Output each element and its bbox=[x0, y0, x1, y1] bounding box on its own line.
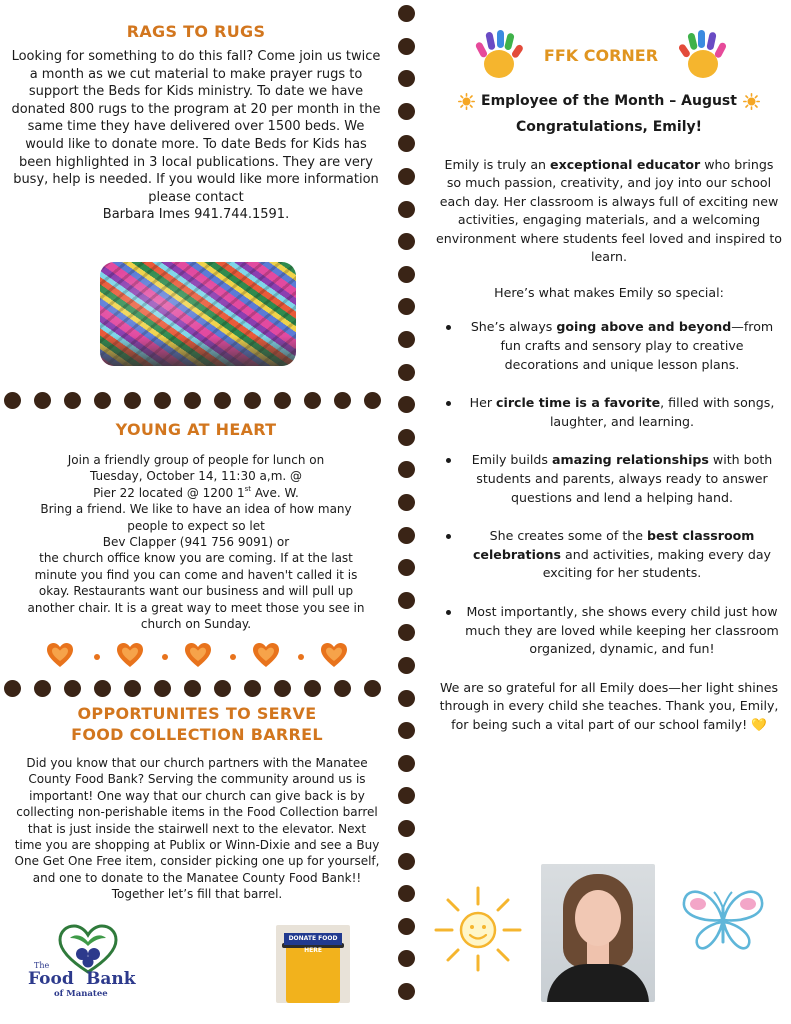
divider-dot bbox=[184, 680, 201, 697]
divider-dot bbox=[398, 429, 415, 446]
sun-icon bbox=[458, 93, 475, 110]
divider-dot bbox=[94, 680, 111, 697]
divider-dot bbox=[398, 298, 415, 315]
divider-dot bbox=[124, 392, 141, 409]
heart-icon bbox=[46, 642, 74, 668]
divider-dot bbox=[398, 201, 415, 218]
divider-dot bbox=[398, 690, 415, 707]
heart-icon bbox=[116, 642, 144, 668]
special-lead: Here’s what makes Emily so special: bbox=[494, 285, 724, 301]
divider-dot bbox=[398, 722, 415, 739]
divider-dot bbox=[364, 680, 381, 697]
logo-food: Food bbox=[28, 969, 74, 989]
divider-dot bbox=[304, 392, 321, 409]
yellow-heart-icon: 💛 bbox=[751, 716, 767, 732]
divider-dot bbox=[34, 392, 51, 409]
separator-dot bbox=[230, 654, 236, 660]
divider-dot bbox=[4, 680, 21, 697]
rags-to-rugs-contact: Barbara Imes 941.744.1591. bbox=[102, 207, 290, 223]
divider-dot bbox=[398, 755, 415, 772]
divider-dot bbox=[4, 392, 21, 409]
logo-of-manatee: of Manatee bbox=[54, 989, 108, 999]
logo-the: The bbox=[34, 961, 50, 970]
rags-to-rugs-section bbox=[10, 22, 382, 224]
list-item: Emily builds amazing relationships with both students and parents, always ready to answer questions and lend a helping hand. bbox=[436, 451, 782, 507]
heart-divider bbox=[46, 642, 358, 670]
food-collection-barrel-photo bbox=[276, 925, 350, 1003]
rags-to-rugs-title: RAGS TO RUGS bbox=[126, 22, 266, 41]
divider-dot bbox=[274, 680, 291, 697]
food-barrel-title: FOOD COLLECTION BARREL bbox=[71, 725, 323, 744]
divider-dot bbox=[398, 135, 415, 152]
separator-dot bbox=[298, 654, 304, 660]
divider-dot bbox=[398, 266, 415, 283]
separator-dot bbox=[162, 654, 168, 660]
employee-of-month-title: Employee of the Month – August bbox=[481, 93, 737, 109]
divider-dot bbox=[398, 70, 415, 87]
divider-dot bbox=[398, 983, 415, 1000]
divider-dot bbox=[398, 5, 415, 22]
divider-dot bbox=[34, 680, 51, 697]
sun-doodle-icon bbox=[430, 880, 526, 976]
divider-dot bbox=[398, 853, 415, 870]
list-item: She creates some of the best classroom celebrations and activities, making every day exciting for her students. bbox=[436, 527, 782, 583]
young-line-5: Bev Clapper (941 756 9091) or bbox=[102, 535, 290, 550]
barrel-label: DONATE FOOD HERE bbox=[284, 933, 342, 945]
divider-dot bbox=[274, 392, 291, 409]
food-bank-logo bbox=[22, 922, 152, 1002]
divider-dot bbox=[154, 680, 171, 697]
divider-dot bbox=[64, 392, 81, 409]
divider-dot bbox=[398, 592, 415, 609]
heart-icon bbox=[320, 642, 348, 668]
divider-dot bbox=[398, 657, 415, 674]
divider-dot bbox=[244, 680, 261, 697]
opportunities-body: Did you know that our church partners with the Manatee County Food Bank? Serving the community around us is important! One way that our church can give back is by collecting non-perishable items in the Food Collection barrel that is just inside the stairwell next to the elevator. Next time you are shopping at Publix or Winn-Dixie and see a Buy One Get One Free item, consider picking one up for yourself, and one to donate to the Manatee County Food Bank!! Together let’s fill that barrel. bbox=[14, 756, 380, 902]
divider-dot bbox=[398, 559, 415, 576]
ffk-header bbox=[472, 28, 730, 80]
divider-dot bbox=[214, 392, 231, 409]
young-line-2: Tuesday, October 14, 11:30 a,m. @ bbox=[89, 469, 303, 484]
ffk-corner-title: FFK CORNER bbox=[543, 46, 659, 65]
emily-qualities-list bbox=[436, 318, 782, 658]
divider-dot bbox=[154, 392, 171, 409]
divider-dot bbox=[124, 680, 141, 697]
divider-dot bbox=[398, 168, 415, 185]
young-line-1: Join a friendly group of people for lunch on bbox=[67, 453, 325, 467]
prayer-rug-photo bbox=[100, 262, 296, 366]
divider-dot bbox=[398, 918, 415, 935]
list-item: Her circle time is a favorite, filled with songs, laughter, and learning. bbox=[436, 394, 782, 431]
emily-intro: Emily is truly an exceptional educator who brings so much passion, creativity, and joy into our school each day. Her classroom is always full of exciting new activities, engaging materials, and a welcoming environment where students feel loved and inspired to learn. bbox=[436, 157, 782, 265]
divider-dot bbox=[398, 461, 415, 478]
young-line-6: the church office know you are coming. If at the last minute you find you can come and haven't called it is okay. Restaurants want our business and will pull up another chair. It is a great way to meet those you see in church on Sunday. bbox=[27, 551, 365, 632]
divider-dot bbox=[398, 885, 415, 902]
divider-dot bbox=[94, 392, 111, 409]
divider-dot bbox=[398, 396, 415, 413]
divider-dot bbox=[398, 38, 415, 55]
closing-thanks: We are so grateful for all Emily does—her light shines through in every child she teaches. Thank you, Emily, for being such a vital part of our school family! 💛 bbox=[439, 679, 779, 732]
divider-dot bbox=[398, 820, 415, 837]
divider-dot bbox=[398, 527, 415, 544]
separator-dot bbox=[94, 654, 100, 660]
divider-dot bbox=[244, 392, 261, 409]
young-line-3: Pier 22 located @ 1200 1st Ave. W. bbox=[93, 484, 299, 500]
heart-icon bbox=[184, 642, 212, 668]
divider-dot bbox=[364, 392, 381, 409]
butterfly-doodle-icon bbox=[678, 880, 768, 960]
divider-dot bbox=[334, 392, 351, 409]
divider-dot bbox=[398, 624, 415, 641]
divider-dot bbox=[398, 233, 415, 250]
heart-icon bbox=[252, 642, 280, 668]
divider-dot bbox=[184, 392, 201, 409]
divider-dot bbox=[304, 680, 321, 697]
ffk-corner-section bbox=[436, 88, 782, 735]
divider-dot bbox=[214, 680, 231, 697]
logo-bank: Bank bbox=[86, 969, 136, 989]
list-item: She’s always going above and beyond—from fun crafts and sensory play to creative decorations and unique lesson plans. bbox=[436, 318, 782, 374]
divider-dot bbox=[398, 787, 415, 804]
congratulations-line: Congratulations, Emily! bbox=[516, 119, 702, 135]
divider-dot bbox=[398, 364, 415, 381]
divider-dot bbox=[398, 494, 415, 511]
divider-dot bbox=[64, 680, 81, 697]
young-line-4: Bring a friend. We like to have an idea of how many people to expect so let bbox=[40, 502, 352, 533]
divider-dot bbox=[334, 680, 351, 697]
young-at-heart-section bbox=[26, 420, 366, 632]
emily-portrait-photo bbox=[541, 864, 655, 1002]
rags-to-rugs-body: Looking for something to do this fall? Come join us twice a month as we cut material to make prayer rugs to support the Beds for Kids ministry. To date we have donated 800 rugs to the program at 20 per month in the same time they have delivered over 1500 beds. We would like to donate more. To date Beds for Kids has been highlighted in 3 local publications. They are very busy, help is needed. If you would like more information please contact bbox=[11, 49, 381, 205]
divider-dot bbox=[398, 950, 415, 967]
divider-dot bbox=[398, 331, 415, 348]
handprint-icon bbox=[676, 28, 730, 80]
opportunities-section bbox=[14, 703, 380, 903]
sun-icon bbox=[743, 93, 760, 110]
opportunities-title: OPPORTUNITES TO SERVE bbox=[77, 704, 317, 723]
divider-dot bbox=[398, 103, 415, 120]
employee-of-month-heading bbox=[436, 88, 782, 114]
young-at-heart-title: YOUNG AT HEART bbox=[115, 420, 277, 439]
list-item: Most importantly, she shows every child just how much they are loved while keeping her classroom organized, dynamic, and fun! bbox=[436, 603, 782, 659]
